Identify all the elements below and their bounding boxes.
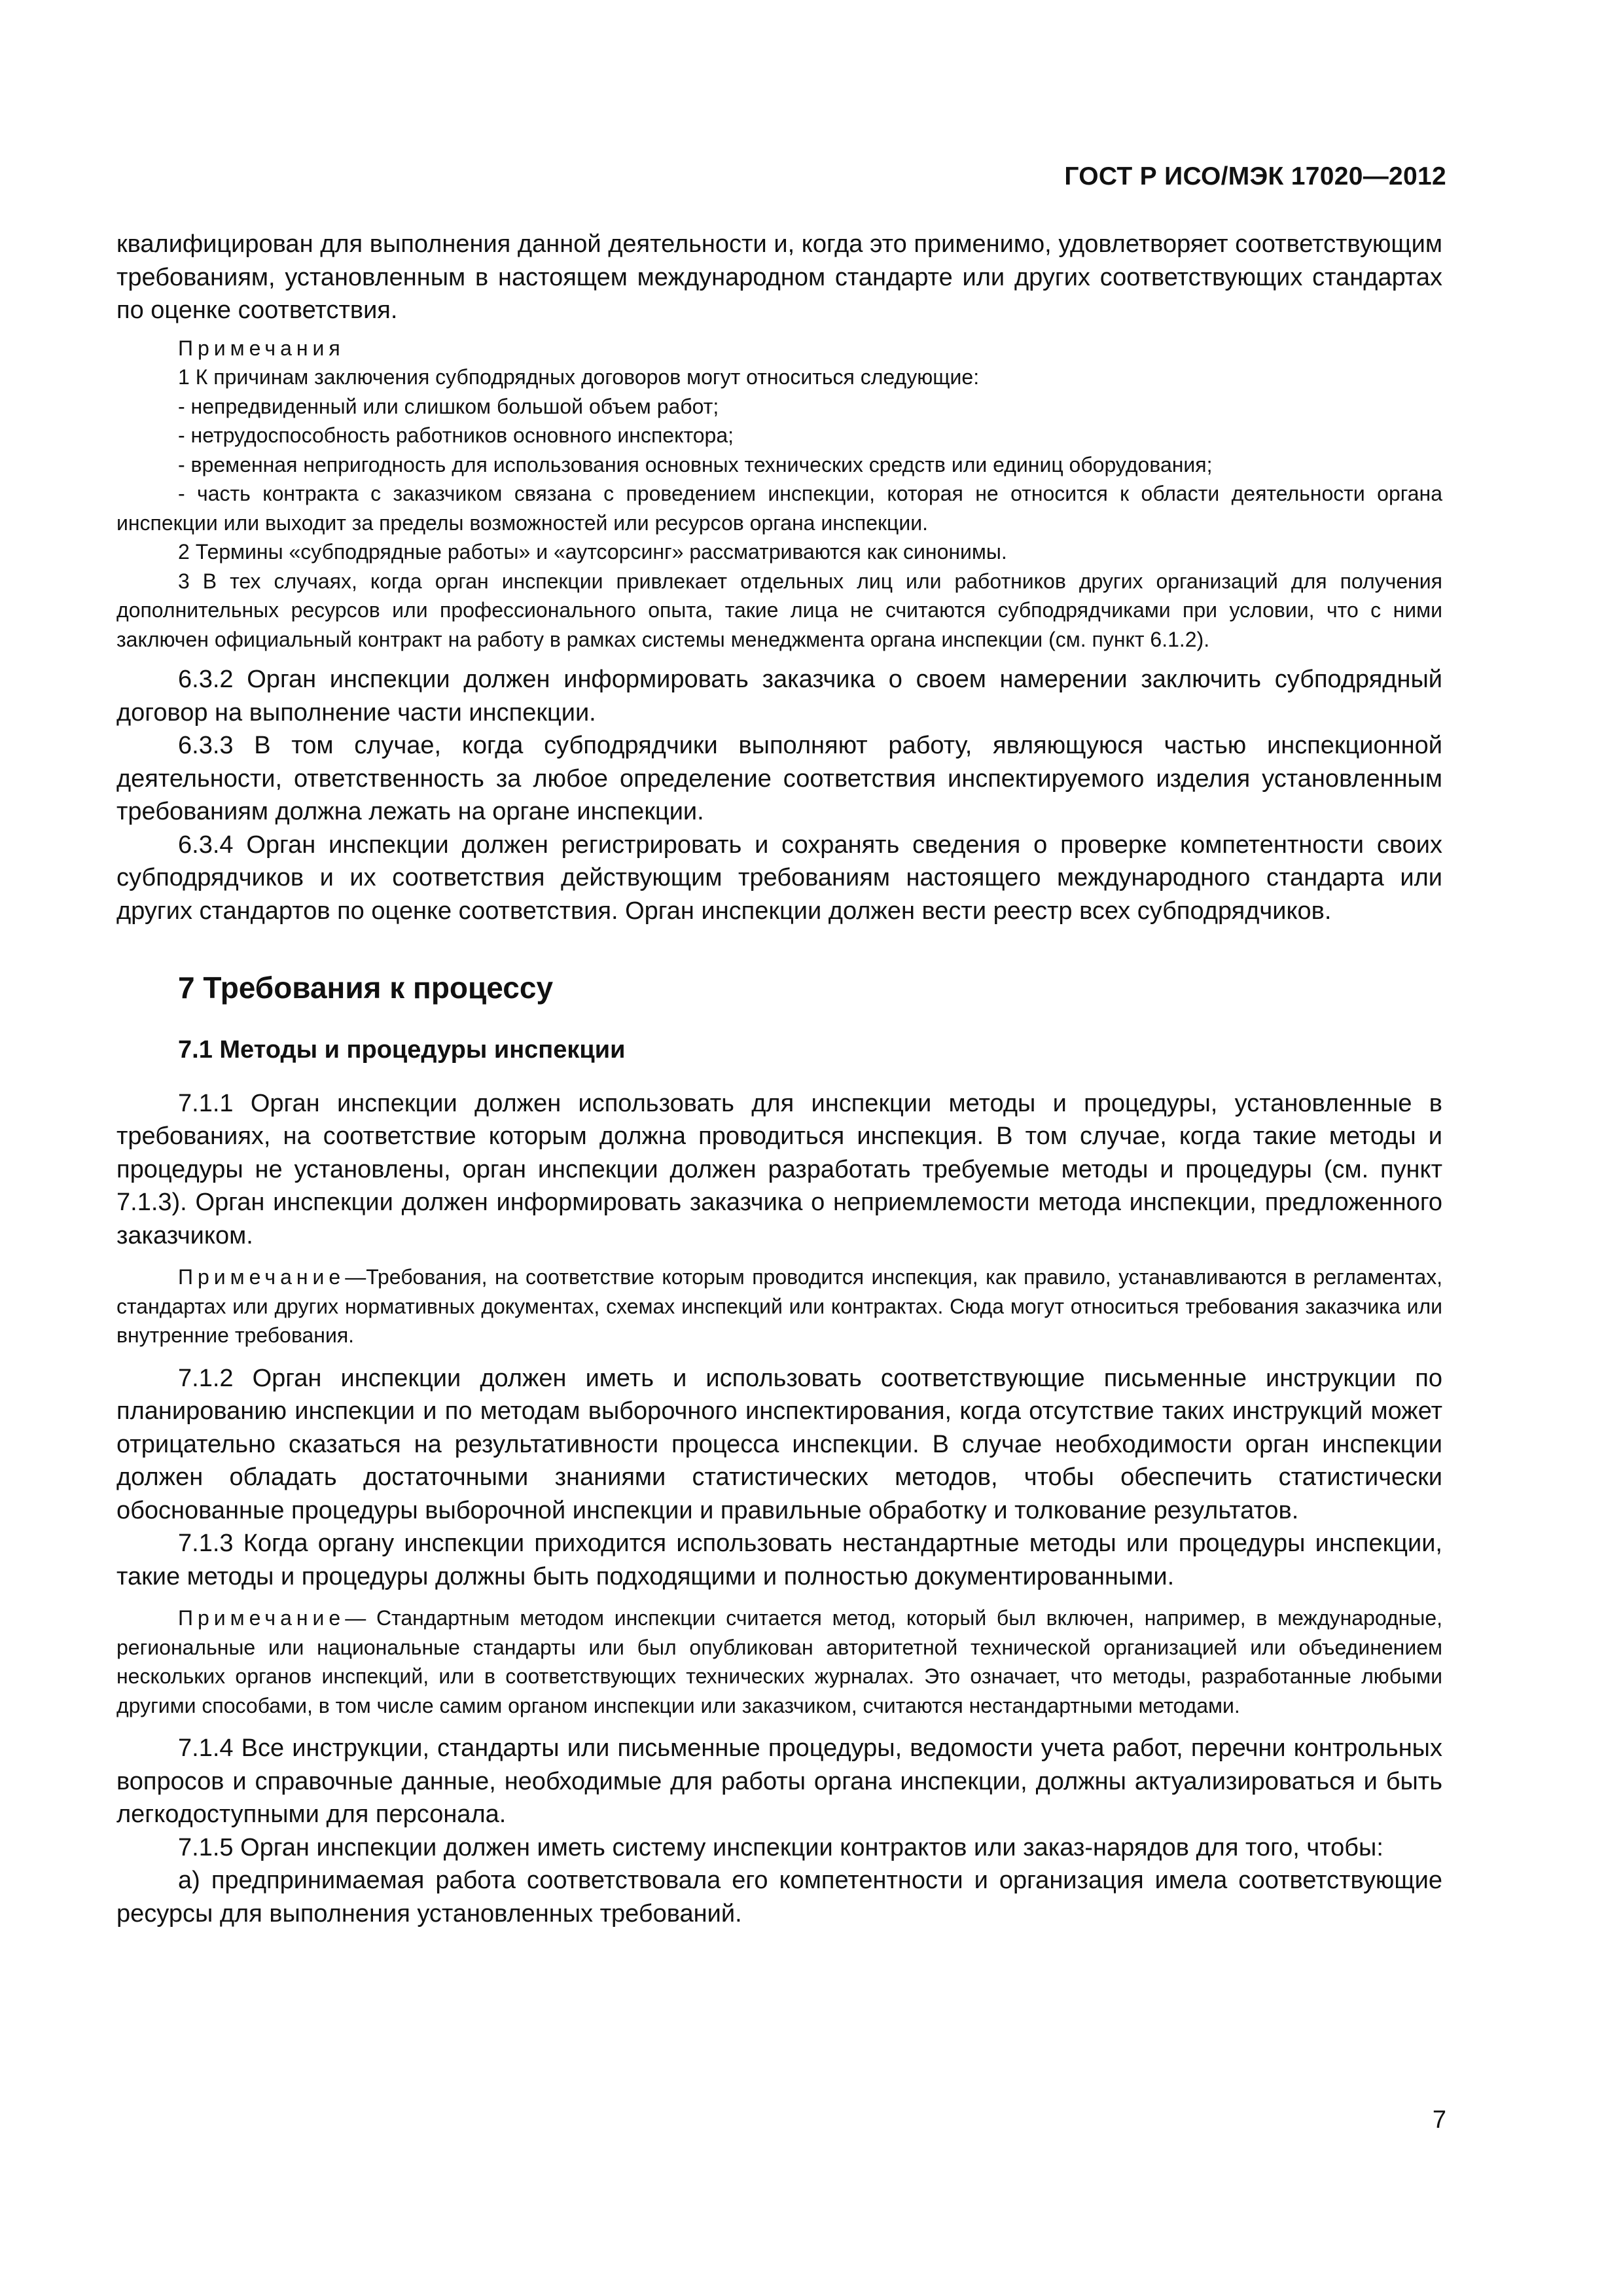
note-dash-item: - непредвиденный или слишком большой объем работ; <box>178 394 719 418</box>
note-7-1-1 <box>116 1263 1442 1350</box>
note-dash-item: - нетрудоспособность работников основного инспектора; <box>178 423 734 447</box>
intro-continuation: квалифицирован для выполнения данной деятельности и, когда это применимо, удовлетворяет соответствующим требованиям, установленным в настоящем международном стандарте или других соответствующих стандартах по оценке соответствия. <box>116 230 1442 324</box>
clause-7-1-5: 7.1.5 Орган инспекции должен иметь систему инспекции контрактов или заказ-нарядов для того, чтобы: <box>178 1833 1383 1861</box>
note-label: Примечание <box>178 1606 346 1630</box>
section-7-1-heading: 7.1 Методы и процедуры инспекции <box>178 1036 626 1064</box>
note-item-2: 2 Термины «субподрядные работы» и «аутсорсинг» рассматриваются как синонимы. <box>178 540 1007 564</box>
clause-7-1-1: 7.1.1 Орган инспекции должен использовать для инспекции методы и процедуры, установленные в требованиях, на соответствие которым должна проводиться инспекция. В том случае, когда такие методы и процедуры не установлены, орган инспекции должен разработать требуемые методы и процедуры (см. пункт 7.1.3). Орган инспекции должен информировать заказчика о неприемлемости метода инспекции, предложенного заказчиком. <box>116 1089 1442 1249</box>
note-dash-item: - временная непригодность для использования основных технических средств или единиц оборудования; <box>178 452 1213 476</box>
document-header-id: ГОСТ Р ИСО/МЭК 17020—2012 <box>1064 162 1446 190</box>
note-item-3: 3 В тех случаях, когда орган инспекции привлекает отдельных лиц или работников других организаций для получения дополнительных ресурсов или профессионального опыта, такие лица не считаются субподрядчиками при условии, что с ними заключен официальный контракт на работу в рамках системы менеджмента органа инспекции (см. пункт 6.1.2). <box>116 569 1442 651</box>
clause-7-1-2: 7.1.2 Орган инспекции должен иметь и использовать соответствующие письменные инструкции по планированию инспекции и по методам выборочного инспектирования, когда отсутствие таких инструкций может отрицательно сказаться на результативности процесса инспекции. В случае необходимости орган инспекции должен обладать достаточными знаниями статистических методов, чтобы обеспечить статистически обоснованные процедуры выборочной инспекции и правильные обработку и толкование результатов. <box>116 1364 1442 1524</box>
clause-6-3-2: 6.3.2 Орган инспекции должен информировать заказчика о своем намерении заключить субподрядный договор на выполнение части инспекции. <box>116 666 1442 726</box>
page-content <box>116 228 1442 1930</box>
note-text: — Стандартным методом инспекции считается метод, который был включен, например, в международные, региональные или национальные стандарты или был опубликован авторитетной технической организацией или объединением нескольких органов инспекций, или в соответствующих технических журналах. Это означает, что методы, разработанные любыми другими способами, в том числе самим органом инспекции или заказчиком, считаются нестандартными методами. <box>116 1606 1442 1717</box>
page-number: 7 <box>1432 2106 1446 2134</box>
section-7-heading: 7 Требования к процессу <box>178 971 554 1005</box>
notes-block-subcontracting <box>116 334 1442 655</box>
note-dash-item: - часть контракта с заказчиком связана с проведением инспекции, которая не относится к области деятельности органа инспекции или выходит за пределы возможностей или ресурсов органа инспекции. <box>116 482 1442 535</box>
clause-6-3-3: 6.3.3 В том случае, когда субподрядчики выполняют работу, являющуюся частью инспекционной деятельности, ответственность за любое определение соответствия инспектируемого изделия установленным требованиям должна лежать на органе инспекции. <box>116 732 1442 825</box>
note-label: Примечание <box>178 1265 346 1289</box>
note-7-1-3 <box>116 1604 1442 1720</box>
clause-7-1-5-a: a) предпринимаемая работа соответствовала его компетентности и организация имела соответствующие ресурсы для выполнения установленных требований. <box>116 1867 1442 1928</box>
notes-title: Примечания <box>178 336 345 360</box>
note-item-1: 1 К причинам заключения субподрядных договоров могут относиться следующие: <box>178 365 980 389</box>
clause-6-3-4: 6.3.4 Орган инспекции должен регистрировать и сохранять сведения о проверке компетентности своих субподрядчиков и их соответствия действующим требованиям настоящего международного стандарта или других стандартов по оценке соответствия. Орган инспекции должен вести реестр всех субподрядчиков. <box>116 831 1442 925</box>
clause-7-1-3: 7.1.3 Когда органу инспекции приходится использовать нестандартные методы или процедуры инспекции, такие методы и процедуры должны быть подходящими и полностью документированными. <box>116 1530 1442 1590</box>
clause-7-1-4: 7.1.4 Все инструкции, стандарты или письменные процедуры, ведомости учета работ, перечни контрольных вопросов и справочные данные, необходимые для работы органа инспекции, должны актуализироваться и быть легкодоступными для персонала. <box>116 1734 1442 1829</box>
note-text: —Требования, на соответствие которым проводится инспекция, как правило, устанавливаются в регламентах, стандартах или других нормативных документах, схемах инспекций или контрактах. Сюда могут относиться требования заказчика или внутренние требования. <box>116 1265 1442 1348</box>
